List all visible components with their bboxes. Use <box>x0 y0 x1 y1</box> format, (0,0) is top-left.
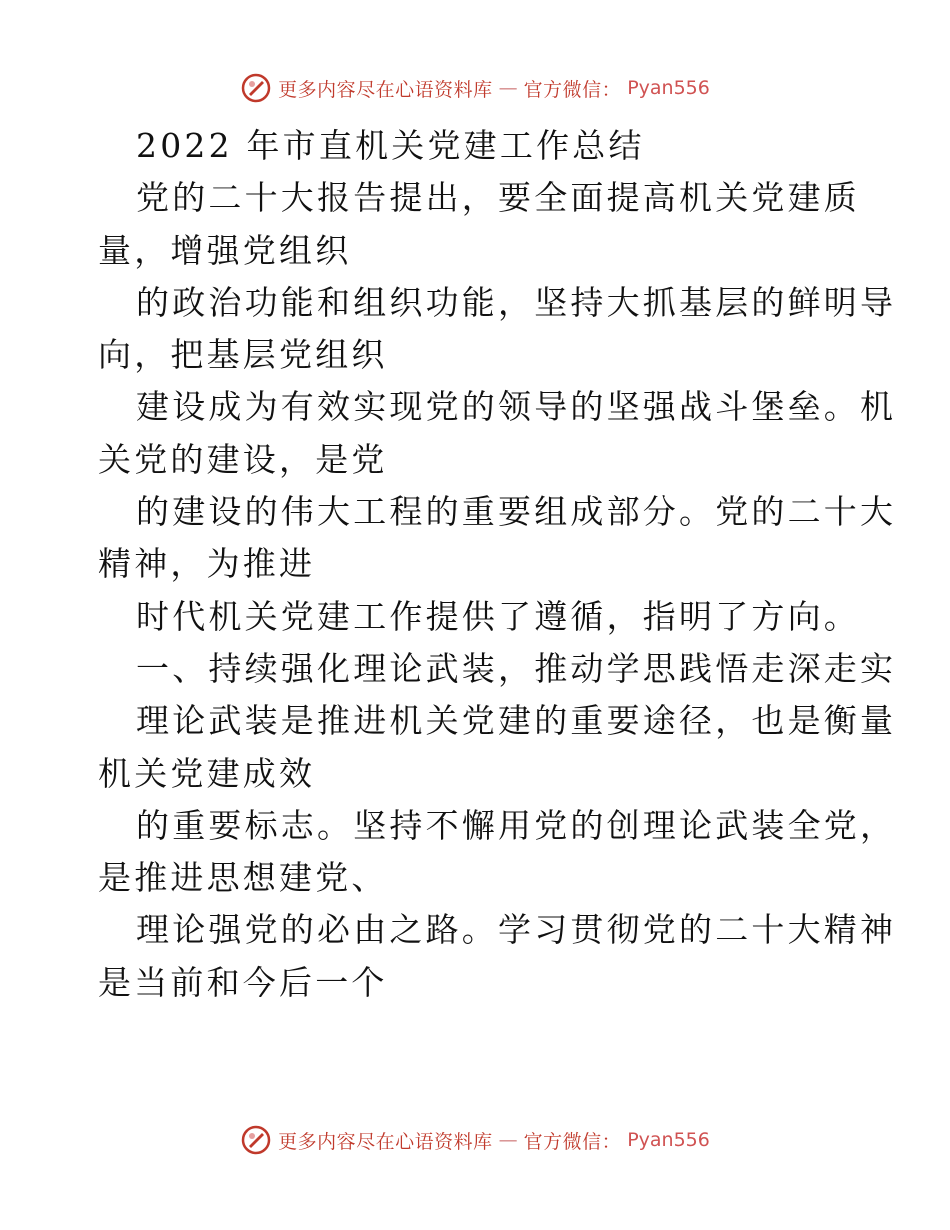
paragraph-line: 精神，为推进 <box>98 544 316 584</box>
logo-icon <box>240 72 272 104</box>
paragraph-line: 是当前和今后一个 <box>98 962 388 1002</box>
paragraph-line: 时代机关党建工作提供了遵循，指明了方向。 <box>136 596 860 636</box>
logo-icon <box>240 1124 272 1156</box>
paragraph-line: 理论武装是推进机关党建的重要途径，也是衡量 <box>136 701 897 741</box>
paragraph-line: 建设成为有效实现党的领导的坚强战斗堡垒。机 <box>136 387 897 427</box>
paragraph-line: 党的二十大报告提出，要全面提高机关党建质 <box>136 178 860 218</box>
footer-watermark <box>0 1124 950 1156</box>
paragraph-line: 关党的建设，是党 <box>98 439 388 479</box>
paragraph-line: 机关党建成效 <box>98 753 316 793</box>
paragraph-line: 理论强党的必由之路。学习贯彻党的二十大精神 <box>136 910 897 950</box>
paragraph-line: 量，增强党组织 <box>98 230 352 270</box>
document-body <box>98 120 897 1009</box>
paragraph-line: 的建设的伟大工程的重要组成部分。党的二十大 <box>136 492 897 532</box>
watermark-brand: 更多内容尽在心语资料库 <box>278 1130 493 1153</box>
watermark-separator: — <box>498 77 518 99</box>
watermark-wechat-id: Pyan556 <box>627 77 710 99</box>
paragraph-line: 是推进思想建党、 <box>98 858 388 898</box>
paragraph-line: 的政治功能和组织功能，坚持大抓基层的鲜明导 <box>136 282 897 322</box>
watermark-wechat-id: Pyan556 <box>627 1129 710 1151</box>
header-watermark <box>0 72 950 104</box>
watermark-official: 官方微信： <box>523 78 622 101</box>
paragraph-line: 的重要标志。坚持不懈用党的创理论武装全党， <box>136 805 897 845</box>
watermark-brand: 更多内容尽在心语资料库 <box>278 78 493 101</box>
document-title: 2022 年市直机关党建工作总结 <box>136 126 645 165</box>
section-heading: 一、持续强化理论武装，推动学思践悟走深走实 <box>136 648 897 688</box>
watermark-official: 官方微信： <box>523 1130 622 1153</box>
paragraph-line: 向，把基层党组织 <box>98 335 388 375</box>
watermark-separator: — <box>498 1129 518 1151</box>
